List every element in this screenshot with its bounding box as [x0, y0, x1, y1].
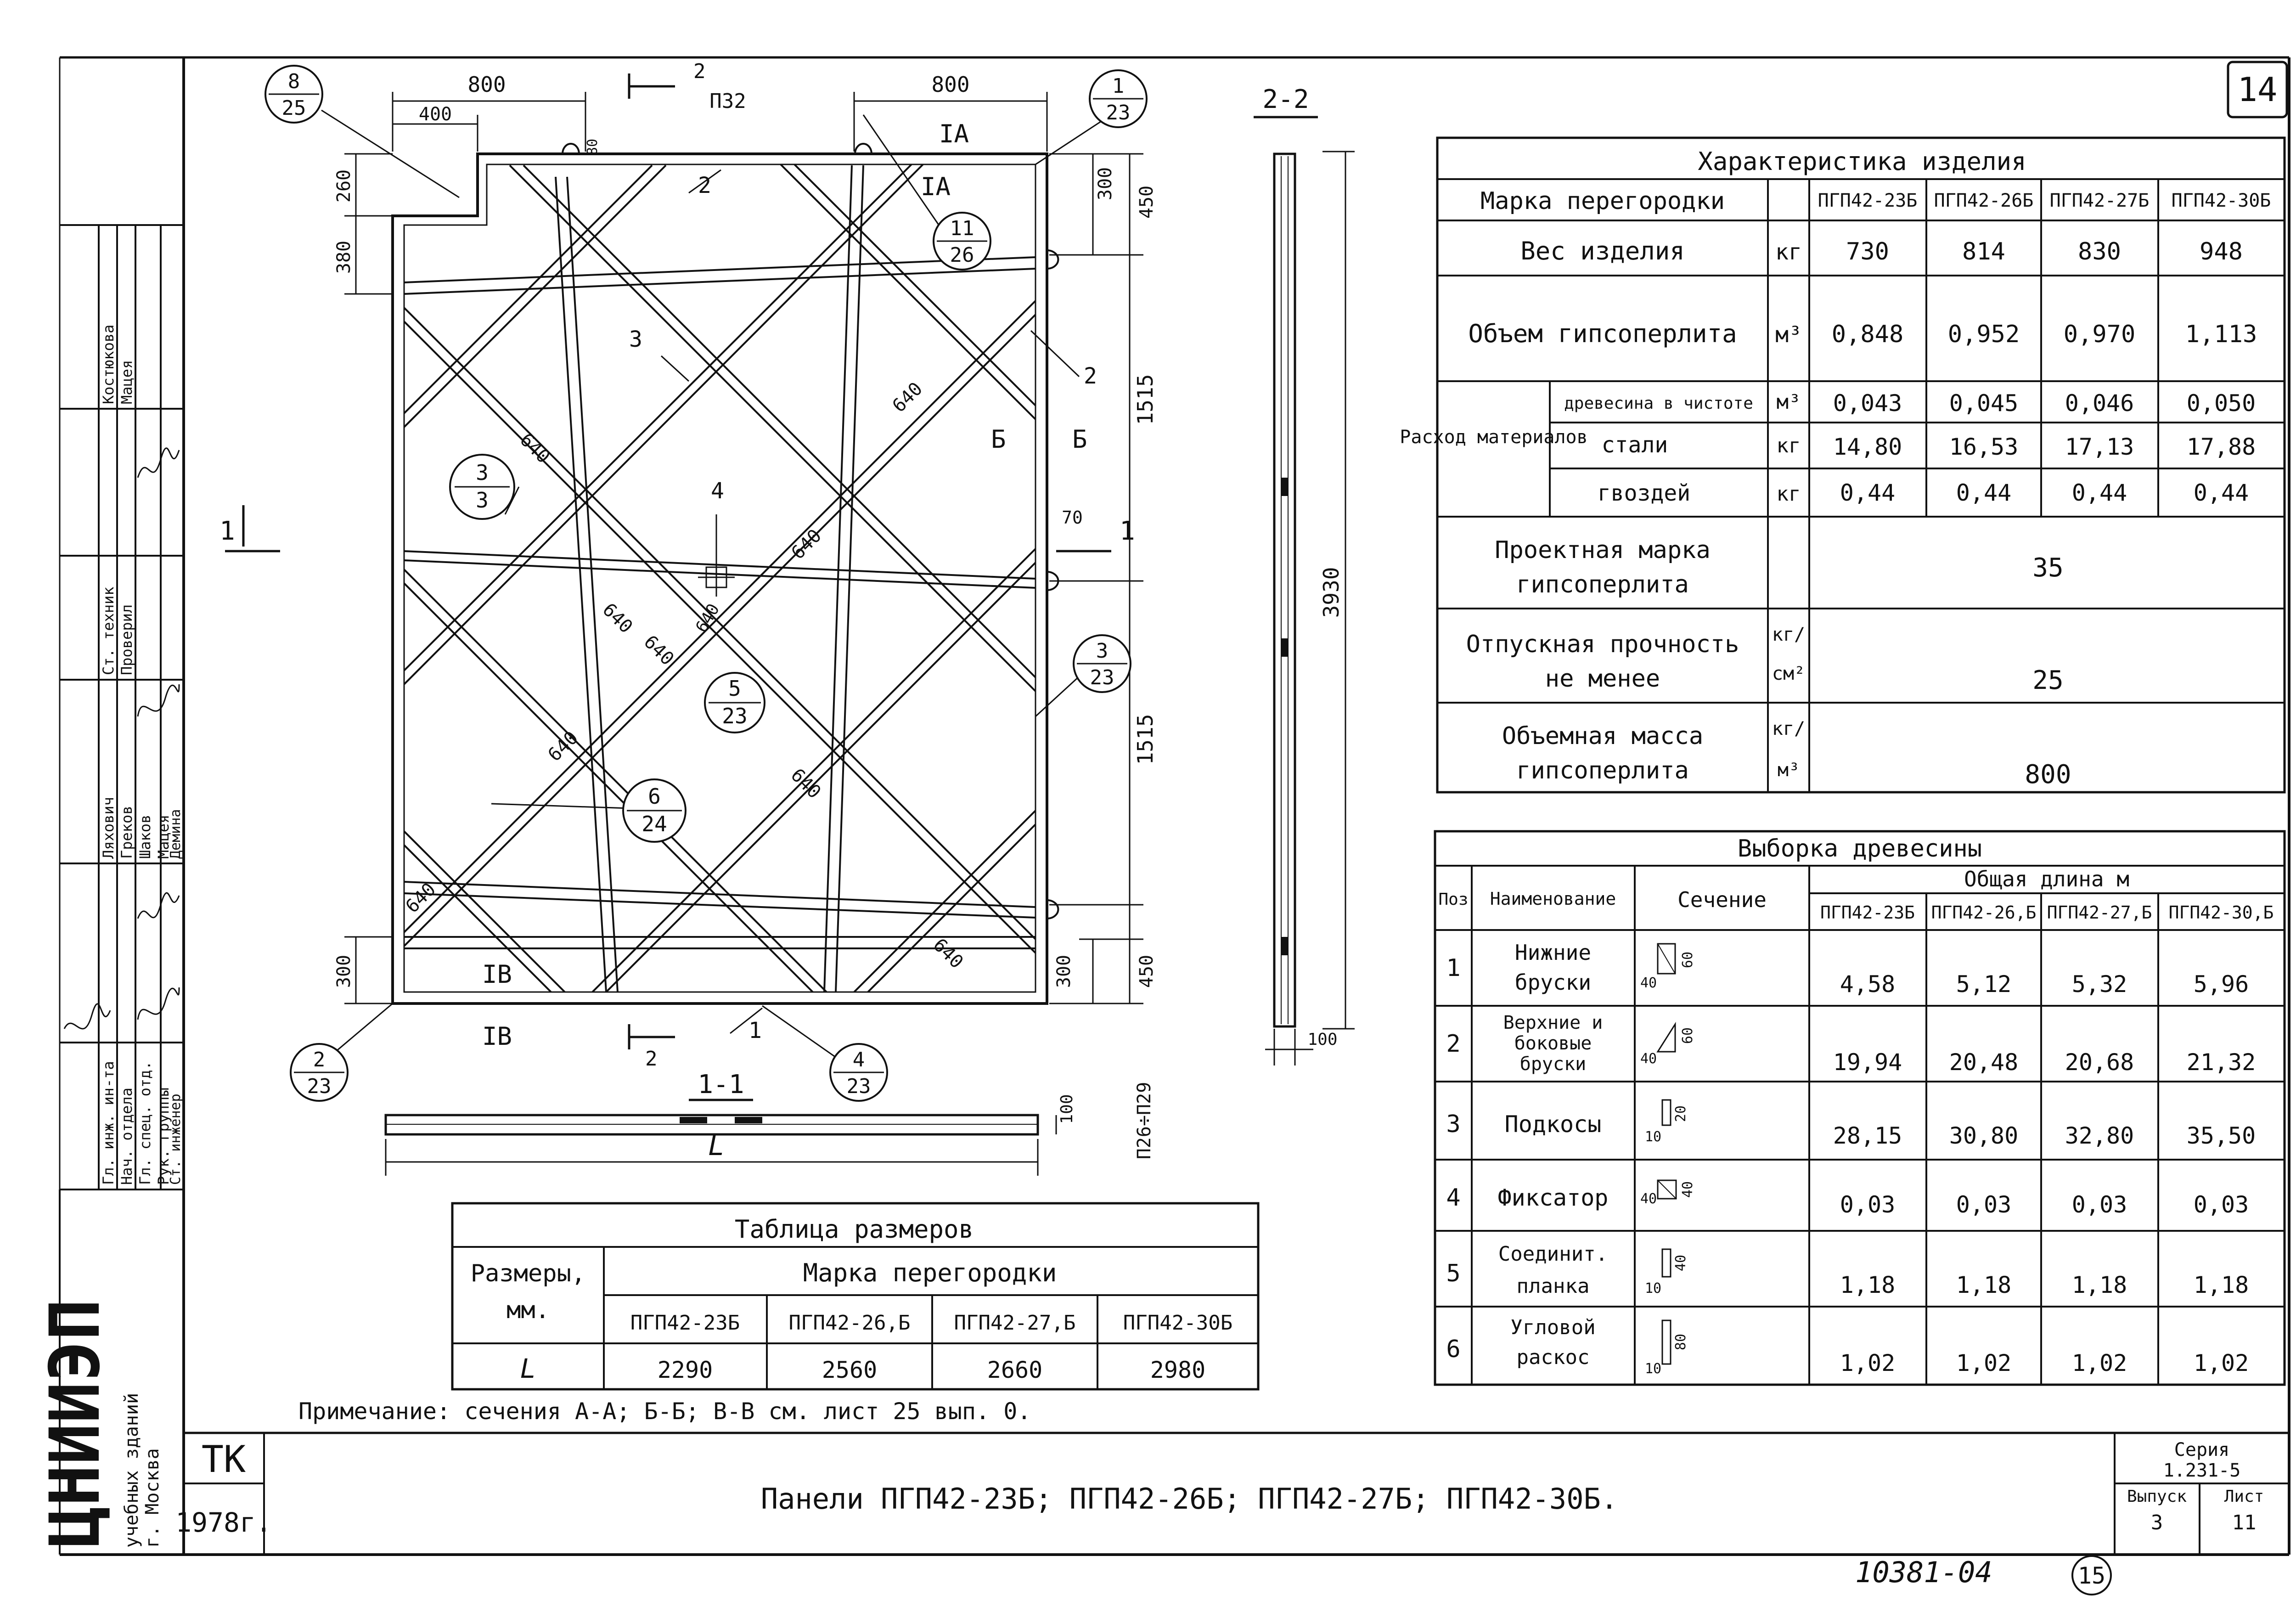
page-circle-stamp	[2072, 1556, 2111, 1595]
sizes-mark-4: ПГП42-30Б	[1123, 1311, 1233, 1335]
sizes-mark-2: ПГП42-26,Б	[788, 1311, 911, 1335]
svg-text:40: 40	[1640, 1191, 1657, 1207]
char-nails-1: 0,44	[1840, 479, 1896, 506]
timber-col-section: Сечение	[1677, 887, 1767, 912]
char-wood-4: 0,050	[2186, 390, 2256, 417]
timber-title: Выборка древесины	[1737, 835, 1982, 863]
svg-text:1,18: 1,18	[2071, 1272, 2127, 1298]
dim-450-top: 450	[1136, 185, 1157, 219]
dim-p26-29: П26÷П29	[1134, 1082, 1155, 1160]
callout-5-23	[705, 673, 765, 733]
label-ib-left: IB	[482, 960, 512, 989]
org-sub-2: г. Москва	[142, 1448, 163, 1548]
sizes-table	[452, 1203, 1258, 1389]
series-label: Серия	[2174, 1439, 2230, 1460]
org-name: ЦНИИЭП	[35, 1299, 115, 1548]
svg-text:30,80: 30,80	[1949, 1122, 2019, 1149]
characteristics-table	[1400, 138, 2285, 792]
svg-text:10: 10	[1644, 1280, 1662, 1297]
dim-800-left: 800	[467, 72, 506, 97]
svg-text:40: 40	[1640, 1051, 1657, 1067]
dim-70: 70	[1062, 507, 1083, 528]
dim-640-1: 640	[515, 429, 554, 468]
timber-row-6	[1446, 1316, 2249, 1377]
sheet-value: 11	[2232, 1511, 2257, 1534]
callout-8-25	[265, 66, 322, 123]
char-density-unit-bot: м³	[1777, 760, 1800, 781]
role-2: Нач. отдела	[118, 1088, 135, 1185]
char-volume-1: 0,848	[1831, 321, 1904, 348]
svg-text:8: 8	[287, 70, 300, 93]
timber-mark-3: ПГП42-27,Б	[2047, 902, 2152, 923]
char-density-label-1: Объемная масса	[1502, 722, 1704, 750]
label-ib-bot: IB	[482, 1022, 512, 1051]
svg-text:Угловой: Угловой	[1510, 1316, 1596, 1339]
year-label: 1978г.	[175, 1507, 272, 1538]
svg-text:6: 6	[648, 784, 661, 809]
sheet-number-badge	[2228, 62, 2287, 117]
char-mark-4: ПГП42-30Б	[2171, 190, 2271, 211]
dim-1515-top: 1515	[1133, 374, 1158, 425]
dim-80: 80	[585, 138, 601, 156]
svg-text:23: 23	[846, 1075, 871, 1098]
title-block	[175, 1433, 2289, 1555]
section-2-top: 2	[693, 60, 706, 83]
sheet-badge-text: 14	[2237, 70, 2278, 109]
char-mark-2: ПГП42-26Б	[1934, 190, 2034, 211]
svg-text:1: 1	[1112, 74, 1125, 98]
name-3: Шаков	[136, 814, 154, 859]
document-title: Панели ПГП42-23Б; ПГП42-26Б; ПГП42-27Б; ПГП42-30Б.	[760, 1482, 1618, 1516]
svg-text:5,96: 5,96	[2193, 971, 2249, 998]
sizes-L-2: 2560	[822, 1357, 878, 1383]
svg-text:32,80: 32,80	[2065, 1122, 2134, 1149]
label-ia-top: IA	[939, 119, 969, 148]
dim-L: L	[708, 1130, 725, 1162]
char-mark-1: ПГП42-23Б	[1818, 190, 1918, 211]
svg-text:21,32: 21,32	[2186, 1049, 2256, 1076]
timber-row-5	[1446, 1242, 2249, 1298]
svg-text:3: 3	[1446, 1111, 1461, 1138]
char-wood-unit: м³	[1776, 390, 1801, 414]
note-text: Примечание: сечения А-А; Б-Б; В-В см. лист 25 вып. 0.	[298, 1398, 1031, 1425]
char-steel-unit: кг	[1776, 434, 1801, 457]
timber-table	[1435, 831, 2285, 1385]
timber-col-name: Наименование	[1490, 889, 1616, 909]
svg-text:20,68: 20,68	[2065, 1049, 2134, 1076]
char-wood-2: 0,045	[1949, 390, 2019, 417]
svg-text:1,02: 1,02	[1956, 1350, 2012, 1376]
label-b2: Б	[1072, 425, 1087, 454]
dim-640-10: 640	[929, 934, 968, 973]
callout-3-23	[1074, 635, 1131, 692]
svg-text:11: 11	[950, 217, 974, 240]
svg-text:4,58: 4,58	[1840, 971, 1896, 998]
char-density-unit-top: кг/	[1772, 718, 1806, 739]
sizes-row-label-1: Размеры,	[470, 1260, 586, 1287]
char-grade-label-2: гипсоперлита	[1516, 571, 1689, 598]
role-7: Проверил	[118, 604, 135, 675]
dim-400: 400	[418, 104, 452, 125]
svg-text:2: 2	[1446, 1030, 1461, 1058]
svg-text:Верхние и: Верхние и	[1503, 1012, 1603, 1033]
svg-text:раскос: раскос	[1516, 1346, 1590, 1369]
svg-text:60: 60	[1680, 1027, 1696, 1044]
sizes-mark-label: Марка перегородки	[803, 1258, 1057, 1287]
name-2: Греков	[118, 806, 135, 859]
section-2-bot: 2	[645, 1047, 658, 1071]
timber-row-3	[1446, 1100, 2256, 1149]
char-steel-3: 17,13	[2065, 434, 2134, 460]
char-grade-value: 35	[2032, 553, 2064, 583]
name-5: Демина	[168, 809, 184, 859]
view-22-label: 2-2	[1262, 85, 1309, 114]
issue-label: Выпуск	[2127, 1487, 2187, 1506]
section-1-right: 1	[1120, 516, 1135, 546]
svg-text:40: 40	[1673, 1254, 1689, 1272]
svg-text:24: 24	[642, 812, 667, 836]
char-nails-unit: кг	[1776, 482, 1801, 506]
svg-text:40: 40	[1680, 1181, 1696, 1198]
svg-text:4: 4	[852, 1048, 865, 1071]
dim-3930: 3930	[1319, 567, 1344, 618]
char-grade-label-1: Проектная марка	[1495, 536, 1711, 564]
label-b1: Б	[991, 425, 1006, 454]
sizes-L-label: L	[520, 1353, 536, 1384]
char-strength-value: 25	[2032, 665, 2064, 695]
char-mark-label: Марка перегородки	[1480, 187, 1725, 215]
svg-text:3: 3	[476, 460, 489, 485]
sizes-L-4: 2980	[1150, 1357, 1206, 1383]
char-nails-4: 0,44	[2193, 479, 2249, 506]
label-ia-mid: IA	[921, 172, 951, 201]
svg-text:5,12: 5,12	[1956, 971, 2012, 998]
section-1-1-view	[386, 1070, 1056, 1176]
char-nails-label: гвоздей	[1597, 480, 1691, 506]
svg-text:35,50: 35,50	[2186, 1122, 2256, 1149]
dim-640-3: 640	[787, 525, 826, 564]
dim-450-bot: 450	[1136, 954, 1157, 988]
char-volume-label: Объем гипсоперлита	[1468, 319, 1737, 348]
svg-text:40: 40	[1640, 975, 1657, 991]
svg-text:23: 23	[722, 704, 748, 728]
dim-260: 260	[333, 169, 355, 203]
role-5: Ст. инженер	[168, 1094, 184, 1185]
sheet-label: Лист	[2224, 1487, 2264, 1506]
svg-text:1,18: 1,18	[2193, 1272, 2249, 1298]
name-4: Мацея	[155, 814, 172, 859]
svg-text:Соединит.: Соединит.	[1498, 1242, 1608, 1266]
char-volume-2: 0,952	[1947, 321, 2020, 348]
char-consumption-label: Расход материалов	[1400, 427, 1588, 448]
dim-p32: П32	[709, 90, 746, 113]
svg-text:5: 5	[728, 676, 741, 701]
char-density-value: 800	[2025, 760, 2071, 789]
svg-text:19,94: 19,94	[1833, 1049, 1902, 1076]
section-2-2-view	[1254, 85, 1318, 1065]
svg-text:Нижние: Нижние	[1514, 940, 1592, 965]
dim-100-plan: 100	[1058, 1094, 1076, 1124]
char-title: Характеристика изделия	[1698, 147, 2026, 176]
svg-text:10: 10	[1644, 1129, 1662, 1145]
dim-640-5: 640	[639, 631, 678, 670]
timber-row-4	[1446, 1180, 2249, 1218]
svg-text:15: 15	[2077, 1562, 2106, 1589]
dim-640-2: 640	[888, 378, 927, 417]
char-strength-label-2: не менее	[1545, 665, 1660, 693]
role-6: Ст. техник	[100, 586, 117, 675]
char-mark-3: ПГП42-27Б	[2049, 190, 2150, 211]
svg-text:5: 5	[1446, 1260, 1461, 1287]
dim-300-top: 300	[1095, 167, 1116, 201]
timber-mark-1: ПГП42-23Б	[1820, 902, 1915, 923]
char-steel-1: 14,80	[1833, 434, 1902, 460]
left-signature-strip	[35, 225, 184, 1555]
char-volume-unit: м³	[1775, 322, 1802, 348]
sizes-L-3: 2660	[987, 1357, 1043, 1383]
svg-text:6: 6	[1446, 1336, 1461, 1363]
callout-3-3	[450, 455, 514, 519]
role-3: Гл. спец. отд.	[136, 1061, 154, 1185]
sizes-mark-1: ПГП42-23Б	[630, 1311, 740, 1335]
char-volume-4: 1,113	[2185, 321, 2257, 348]
issue-value: 3	[2150, 1511, 2163, 1534]
part-3: 3	[629, 327, 642, 352]
char-weight-3: 830	[2078, 238, 2121, 265]
char-volume-3: 0,970	[2063, 321, 2136, 348]
svg-text:20,48: 20,48	[1949, 1049, 2019, 1076]
part-2b: 2	[1084, 363, 1097, 389]
dim-640-9: 640	[401, 879, 440, 918]
svg-text:5,32: 5,32	[2071, 971, 2127, 998]
svg-text:1,02: 1,02	[1840, 1350, 1896, 1376]
dim-100-side: 100	[1307, 1030, 1338, 1049]
series-value: 1.231-5	[2163, 1460, 2241, 1481]
dim-800-right: 800	[931, 72, 970, 97]
callout-1-23	[1090, 70, 1147, 127]
svg-text:3: 3	[1096, 639, 1109, 663]
dim-640-4: 640	[598, 599, 637, 638]
callout-11-26	[934, 213, 990, 270]
svg-text:2: 2	[313, 1048, 326, 1071]
sizes-row-label-2: мм.	[506, 1297, 550, 1324]
dim-300-br: 300	[1053, 954, 1075, 988]
svg-text:23: 23	[1106, 101, 1131, 124]
svg-text:23: 23	[307, 1075, 332, 1098]
svg-text:0,03: 0,03	[1840, 1191, 1896, 1218]
char-weight-unit: кг	[1775, 239, 1802, 265]
dim-640-7: 640	[544, 727, 583, 766]
dim-300-bl: 300	[333, 954, 355, 988]
char-density-label-2: гипсоперлита	[1516, 757, 1689, 784]
char-weight-1: 730	[1846, 238, 1889, 265]
svg-text:боковые: боковые	[1514, 1033, 1592, 1054]
sizes-title: Таблица размеров	[734, 1215, 974, 1244]
part-4: 4	[711, 478, 724, 504]
svg-text:0,03: 0,03	[1956, 1191, 2012, 1218]
svg-text:бруски: бруски	[1519, 1054, 1587, 1075]
dim-380: 380	[333, 240, 355, 274]
svg-text:10: 10	[1644, 1361, 1662, 1377]
dim-640-6: 640	[692, 600, 724, 636]
timber-row-2	[1446, 1012, 2256, 1076]
timber-mark-2: ПГП42-26,Б	[1931, 902, 2037, 923]
char-weight-4: 948	[2200, 238, 2243, 265]
svg-text:1,18: 1,18	[1840, 1272, 1896, 1298]
part-1: 1	[748, 1018, 762, 1043]
char-strength-label-1: Отпускная прочность	[1466, 631, 1739, 658]
svg-text:60: 60	[1680, 951, 1696, 969]
char-steel-2: 16,53	[1949, 434, 2019, 460]
svg-text:28,15: 28,15	[1833, 1122, 1902, 1149]
svg-text:1,18: 1,18	[1956, 1272, 2012, 1298]
callout-2-23	[291, 1044, 348, 1101]
sizes-L-1: 2290	[657, 1357, 713, 1383]
svg-text:Фиксатор: Фиксатор	[1497, 1184, 1609, 1211]
char-weight-label: Вес изделия	[1520, 237, 1685, 265]
char-steel-label: стали	[1601, 432, 1668, 458]
svg-text:0,03: 0,03	[2193, 1191, 2249, 1218]
svg-text:0,03: 0,03	[2071, 1191, 2127, 1218]
role-1: Гл. инж. ин-та	[100, 1061, 117, 1185]
svg-text:1,02: 1,02	[2071, 1350, 2127, 1376]
char-steel-4: 17,88	[2186, 434, 2256, 460]
svg-text:20: 20	[1673, 1105, 1689, 1122]
part-2a: 2	[698, 173, 711, 198]
name-6: Костюкова	[100, 324, 117, 404]
name-7: Мацея	[118, 360, 135, 404]
svg-text:планка: планка	[1516, 1274, 1590, 1298]
timber-mark-4: ПГП42-30,Б	[2168, 902, 2274, 923]
svg-text:23: 23	[1090, 666, 1114, 689]
sizes-mark-3: ПГП42-27,Б	[954, 1311, 1076, 1335]
panel-elevation	[219, 60, 1355, 1159]
char-nails-3: 0,44	[2071, 479, 2127, 506]
dim-1515-bot: 1515	[1133, 714, 1158, 765]
svg-text:25: 25	[281, 96, 306, 120]
timber-col-pos: Поз	[1438, 890, 1469, 909]
char-wood-label: древесина в чистоте	[1564, 394, 1753, 413]
svg-text:Подкосы: Подкосы	[1504, 1111, 1602, 1138]
signatures	[64, 448, 179, 1029]
tk-label: ТК	[201, 1438, 246, 1481]
char-weight-2: 814	[1962, 238, 2005, 265]
callout-4-23	[830, 1044, 887, 1101]
svg-text:80: 80	[1673, 1333, 1689, 1351]
timber-row-1	[1446, 940, 2249, 998]
section-1-left: 1	[219, 516, 235, 546]
view-11-label: 1-1	[698, 1070, 744, 1099]
svg-text:1,02: 1,02	[2193, 1350, 2249, 1376]
name-1: Ляхович	[100, 797, 117, 859]
archive-number: 10381-04	[1855, 1556, 1992, 1589]
role-4: Рук. группы	[155, 1088, 172, 1185]
callout-6-24	[623, 779, 686, 842]
dim-640-8: 640	[786, 764, 825, 803]
svg-text:бруски: бруски	[1514, 970, 1592, 995]
svg-text:4: 4	[1446, 1184, 1461, 1212]
org-sub-1: учебных зданий	[121, 1392, 142, 1548]
svg-text:1: 1	[1446, 954, 1461, 982]
char-strength-unit-top: кг/	[1772, 624, 1806, 645]
char-wood-1: 0,043	[1833, 390, 1902, 417]
timber-col-total: Общая длина м	[1964, 867, 2130, 891]
svg-text:3: 3	[476, 488, 489, 513]
char-strength-unit-bot: см²	[1772, 663, 1806, 684]
svg-text:26: 26	[950, 243, 974, 267]
char-nails-2: 0,44	[1956, 479, 2012, 506]
char-wood-3: 0,046	[2065, 390, 2134, 417]
